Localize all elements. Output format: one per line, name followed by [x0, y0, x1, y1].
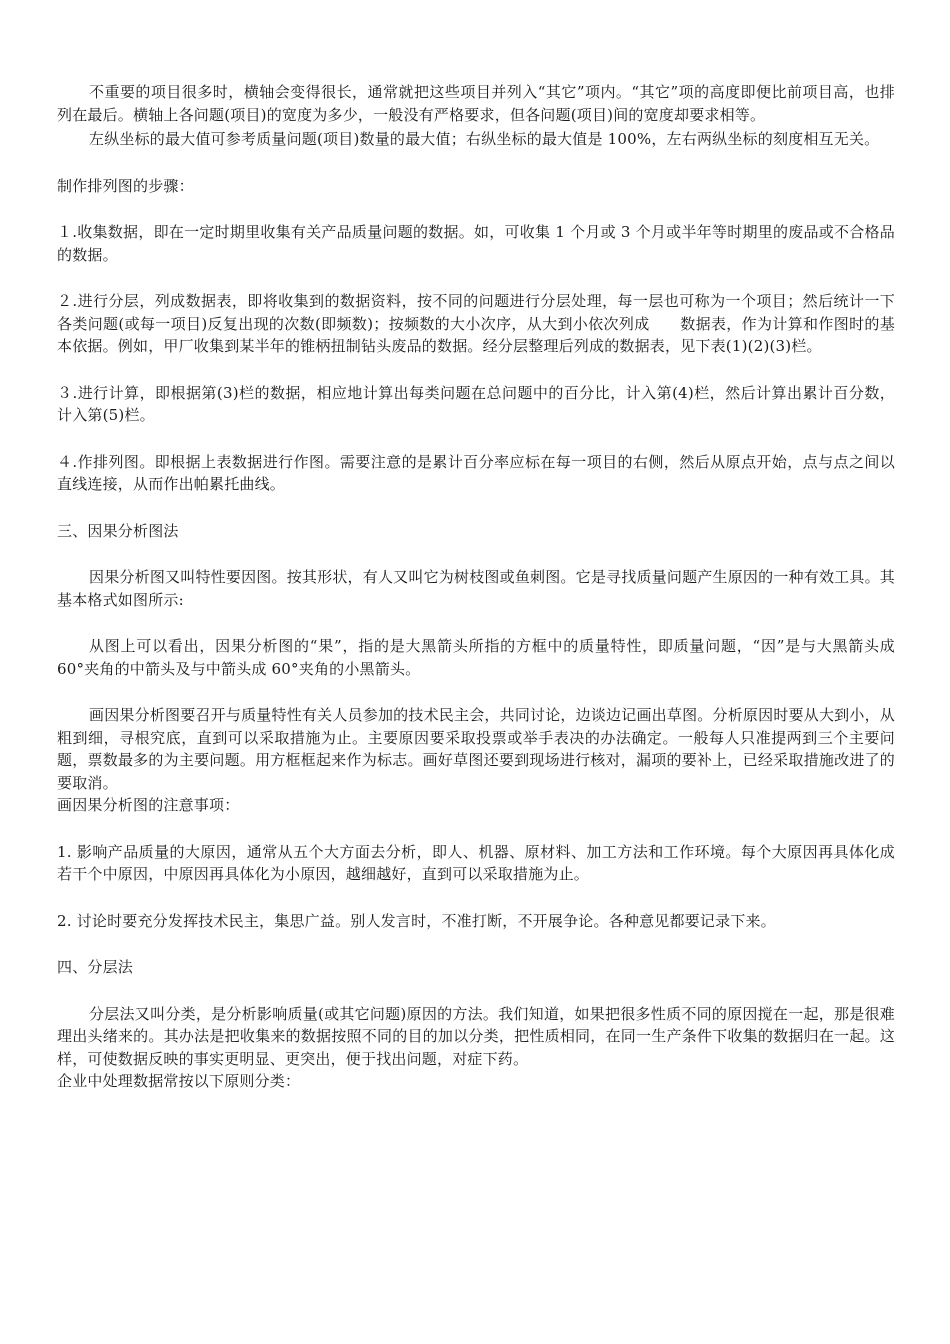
- paragraph-step-3: ３.进行计算，即根据第(3)栏的数据，相应地计算出每类问题在总问题中的百分比，计入第(4)栏，然后计算出累计百分数，计入第(5)栏。: [57, 383, 895, 424]
- document-page: [57, 81, 895, 1093]
- paragraph-cause-effect-intro: 因果分析图又叫特性要因图。按其形状，有人又叫它为树枝图或鱼刺图。它是寻找质量问题产生原因的一种有效工具。其基本格式如图所示:: [57, 568, 895, 609]
- paragraph-pareto-steps-heading: 制作排列图的步骤：: [57, 176, 194, 195]
- paragraph-step-2: ２.进行分层，列成数据表，即将收集到的数据资料，按不同的问题进行分层处理，每一层也可称为一个项目；然后统计一下各类问题(或每一项目)反复出现的次数(即频数)；按频数的大小次序，从大到小依次列成 数据表，作为计算和作图时的基本依据。例如，甲厂收集到某半年的锥柄扭制钻头废品的数据。经分层整理后列成的数据表，见下表(1)(2)(3)栏。: [57, 292, 895, 355]
- paragraph-note-1: 1. 影响产品质量的大原因，通常从五个大方面去分析，即人、机器、原材料、加工方法和工作环境。每个大原因再具体化成若干个中原因，中原因再具体化为小原因，越细越好，直到可以采取措施为止。: [57, 842, 895, 883]
- paragraph-other-items: 不重要的项目很多时，横轴会变得很长，通常就把这些项目并列入“其它”项内。“其它”项的高度即便比前项目高，也排列在最后。横轴上各问题(项目)的宽度为多少，一般没有严格要求，但各问题(项目)间的宽度却要求相等。: [57, 83, 895, 124]
- paragraph-classification-principles: 企业中处理数据常按以下原则分类：: [57, 1072, 301, 1090]
- section-heading-cause-effect: 三、因果分析图法: [57, 521, 179, 540]
- paragraph-cause-effect-method: 画因果分析图要召开与质量特性有关人员参加的技术民主会，共同讨论，边谈边记画出草图。分析原因时要从大到小，从粗到细，寻根究底，直到可以采取措施为止。主要原因要采取投票或举手表决的办法确定。一般每人只准提两到三个主要问题，票数最多的为主要问题。用方框框起来作为标志。画好草图还要到现场进行核对，漏项的要补上，已经采取措施改进了的要取消。: [57, 706, 895, 792]
- section-heading-stratification: 四、分层法: [57, 958, 134, 976]
- paragraph-notes-heading: 画因果分析图的注意事项：: [57, 796, 240, 814]
- paragraph-step-4: ４.作排列图。即根据上表数据进行作图。需要注意的是累计百分率应标在每一项目的右侧，然后从原点开始，点与点之间以直线连接，从而作出帕累托曲线。: [57, 452, 895, 493]
- paragraph-note-2: 2. 讨论时要充分发挥技术民主，集思广益。别人发言时，不准打断，不开展争论。各种意见都要记录下来。: [57, 911, 776, 930]
- paragraph-step-1: １.收集数据，即在一定时期里收集有关产品质量问题的数据。如，可收集 1 个月或 3 个月或半年等时期里的废品或不合格品的数据。: [57, 223, 895, 264]
- paragraph-cause-effect-explain: 从图上可以看出，因果分析图的“果”，指的是大黑箭头所指的方框中的质量特性，即质量问题，“因”是与大黑箭头成 60°夹角的中箭头及与中箭头成 60°夹角的小黑箭头。: [57, 637, 895, 678]
- paragraph-vertical-axes: 左纵坐标的最大值可参考质量问题(项目)数量的最大值；右纵坐标的最大值是 100%，左右两纵坐标的刻度相互无关。: [89, 130, 880, 148]
- paragraph-stratification-intro: 分层法又叫分类，是分析影响质量(或其它问题)原因的方法。我们知道，如果把很多性质不同的原因搅在一起，那是很难理出头绪来的。其办法是把收集来的数据按照不同的目的加以分类，把性质相同，在同一生产条件下收集的数据归在一起。这样，可使数据反映的事实更明显、更突出，便于找出问题，对症下药。: [57, 1004, 895, 1068]
